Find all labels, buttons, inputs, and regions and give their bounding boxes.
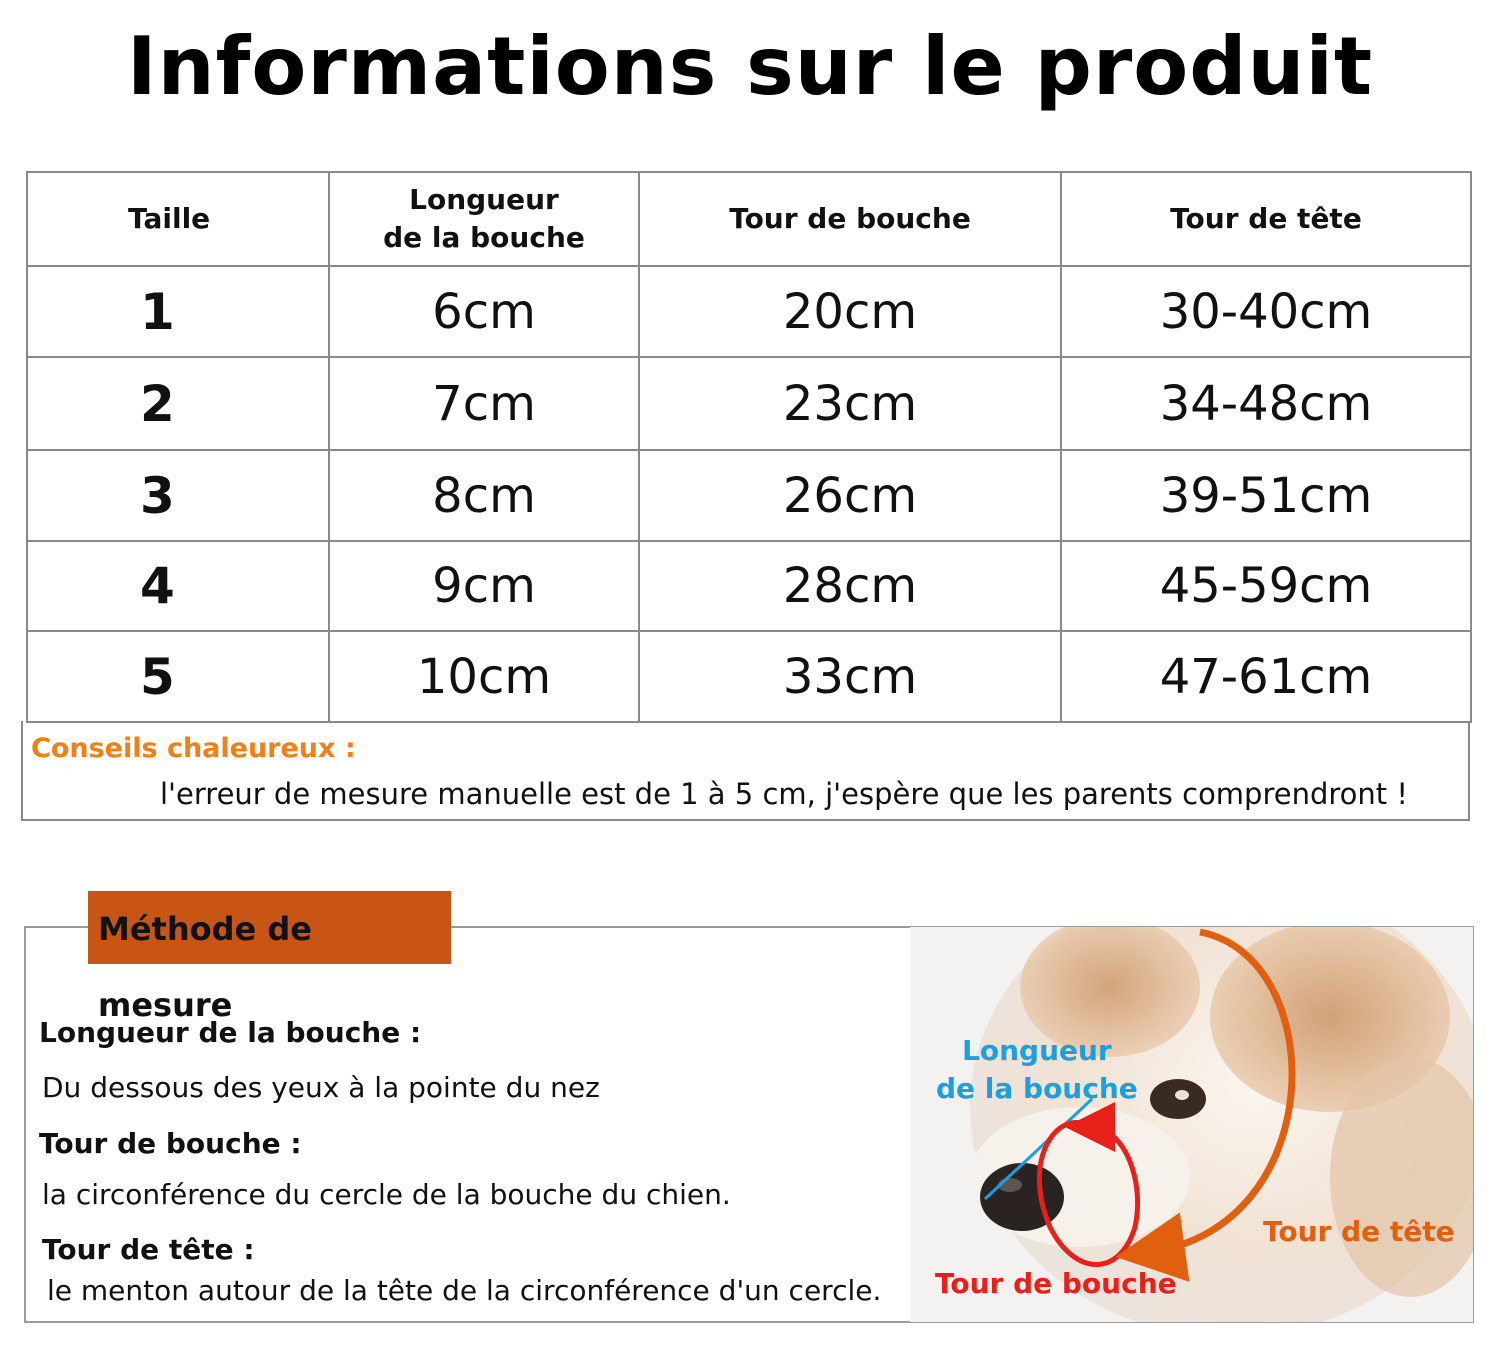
dog-measurement-diagram [910,927,1473,1322]
dog-illustration [910,927,1473,1322]
header-head-circumference: Tour de tête [1061,172,1471,266]
mouth-circumference-cell: 23cm [639,357,1061,450]
mouth-length-cell: 9cm [329,541,639,631]
size-cell: 5 [27,631,329,722]
mouth-length-cell: 8cm [329,450,639,541]
page-title: Informations sur le produit [126,20,1374,113]
header-size: Taille [27,172,329,266]
table-row [27,266,1471,357]
dog-nose [980,1163,1064,1231]
mouth-circumference-cell: 26cm [639,450,1061,541]
mouth-circumference-cell: 33cm [639,631,1061,722]
mouth-length-description: Du dessous des yeux à la pointe du nez [42,1071,600,1104]
table-row [27,631,1471,722]
mouth-length-cell: 6cm [329,266,639,357]
table-row [27,450,1471,541]
head-label: Tour de tête [1263,1215,1455,1248]
size-cell: 4 [27,541,329,631]
size-cell: 3 [27,450,329,541]
head-circumference-cell: 30-40cm [1061,266,1471,357]
header-mouth-length: Longueur de la bouche [329,172,639,266]
size-cell: 2 [27,357,329,450]
mouth-length-label: Longueur de la bouche : [39,1016,422,1049]
tips-box [21,721,1470,821]
tips-title: Conseils chaleureux : [31,733,356,764]
mouth-circumference-cell: 28cm [639,541,1061,631]
table-header-row [27,172,1471,266]
head-circumference-cell: 34-48cm [1061,357,1471,450]
mouth-circumference-label: Tour de bouche : [39,1127,302,1160]
mouth-length-cell: 7cm [329,357,639,450]
tips-text: l'erreur de mesure manuelle est de 1 à 5 cm, j'espère que les parents comprendront ! [160,777,1409,811]
head-circumference-cell: 45-59cm [1061,541,1471,631]
size-table [26,171,1472,723]
table-row [27,541,1471,631]
mouth-circumference-description: la circonférence du cercle de la bouche du chien. [42,1178,731,1211]
mouth-length-cell: 10cm [329,631,639,722]
head-circumference-description: le menton autour de la tête de la circonférence d'un cercle. [47,1274,882,1307]
mouth-circumference-cell: 20cm [639,266,1061,357]
head-circumference-label: Tour de tête : [42,1233,255,1266]
table-row [27,357,1471,450]
header-mouth-circumference: Tour de bouche [639,172,1061,266]
head-circumference-cell: 39-51cm [1061,450,1471,541]
size-cell: 1 [27,266,329,357]
mouth-label: Tour de bouche [935,1267,1177,1300]
method-badge: Méthode de mesure [88,891,451,964]
head-circumference-cell: 47-61cm [1061,631,1471,722]
length-label: Longueur de la bouche [936,1034,1138,1105]
